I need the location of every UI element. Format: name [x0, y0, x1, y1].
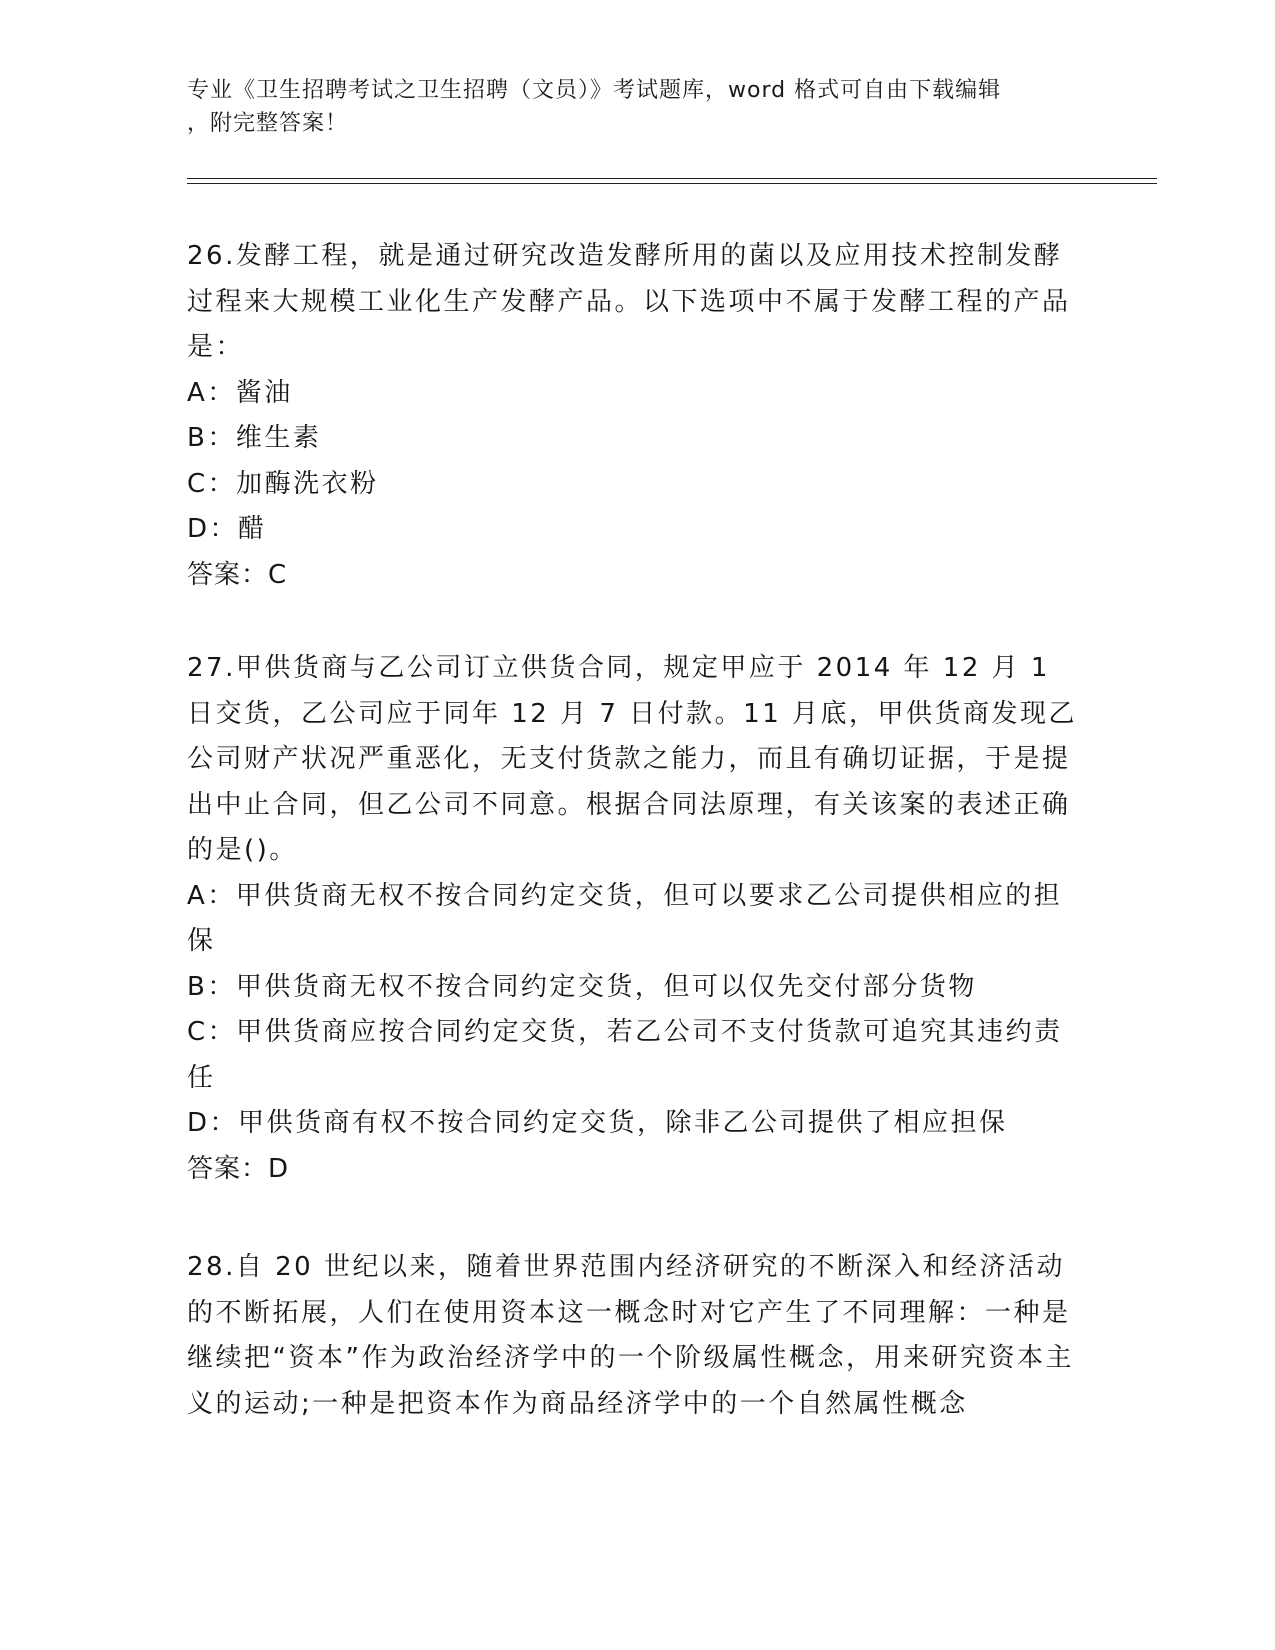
header-divider-bottom	[187, 183, 1157, 184]
option-a: A：酱油	[187, 377, 293, 408]
answer-line	[187, 1147, 1087, 1193]
answer-line	[187, 553, 1087, 599]
header-divider-top	[187, 178, 1157, 179]
answer-label: 答案：	[187, 559, 269, 590]
answer-label: 答案：	[187, 1153, 269, 1184]
question-stem: 28.自 20 世纪以来，随着世界范围内经济研究的不断深入和经济活动的不断拓展，人们在使用资本这一概念时对它产生了不同理解：一种是继续把“资本”作为政治经济学中的一个阶级属性概念，用来研究资本主义的运动;一种是把资本作为商品经济学中的一个自然属性概念	[187, 1252, 1074, 1419]
question-26	[187, 234, 1087, 598]
answer-value: D	[268, 1153, 290, 1184]
question-stem: 26.发酵工程，就是通过研究改造发酵所用的菌以及应用技术控制发酵过程来大规模工业化生产发酵产品。以下选项中不属于发酵工程的产品是：	[187, 241, 1071, 362]
option-d: D：甲供货商有权不按合同约定交货，除非乙公司提供了相应担保	[187, 1108, 1008, 1138]
answer-value: C	[268, 559, 288, 590]
document-header	[187, 74, 1087, 140]
option-b: B：甲供货商无权不按合同约定交货，但可以仅先交付部分货物	[187, 971, 977, 1002]
option-c: C：甲供货商应按合同约定交货，若乙公司不支付货款可追究其违约责任	[187, 1017, 1063, 1093]
question-28	[187, 1245, 1087, 1427]
option-d: D：醋	[187, 514, 267, 544]
header-line-1: 专业《卫生招聘考试之卫生招聘（文员）》考试题库，word 格式可自由下载编辑	[187, 78, 1002, 103]
option-b: B：维生素	[187, 423, 322, 453]
header-line-2: ，附完整答案！	[187, 111, 349, 136]
question-stem: 27.甲供货商与乙公司订立供货合同，规定甲应于 2014 年 12 月 1 日交货，乙公司应于同年 12 月 7 日付款。11 月底，甲供货商发现乙公司财产状况严重恶化，无支付货款之能力，而且有确切证据，于是提出中止合同，但乙公司不同意。根据合同法原理，有关该案的表述正确的是()。	[187, 653, 1078, 865]
option-a: A：甲供货商无权不按合同约定交货，但可以要求乙公司提供相应的担保	[187, 880, 1063, 956]
option-c: C：加酶洗衣粉	[187, 468, 379, 499]
question-27	[187, 646, 1087, 1192]
